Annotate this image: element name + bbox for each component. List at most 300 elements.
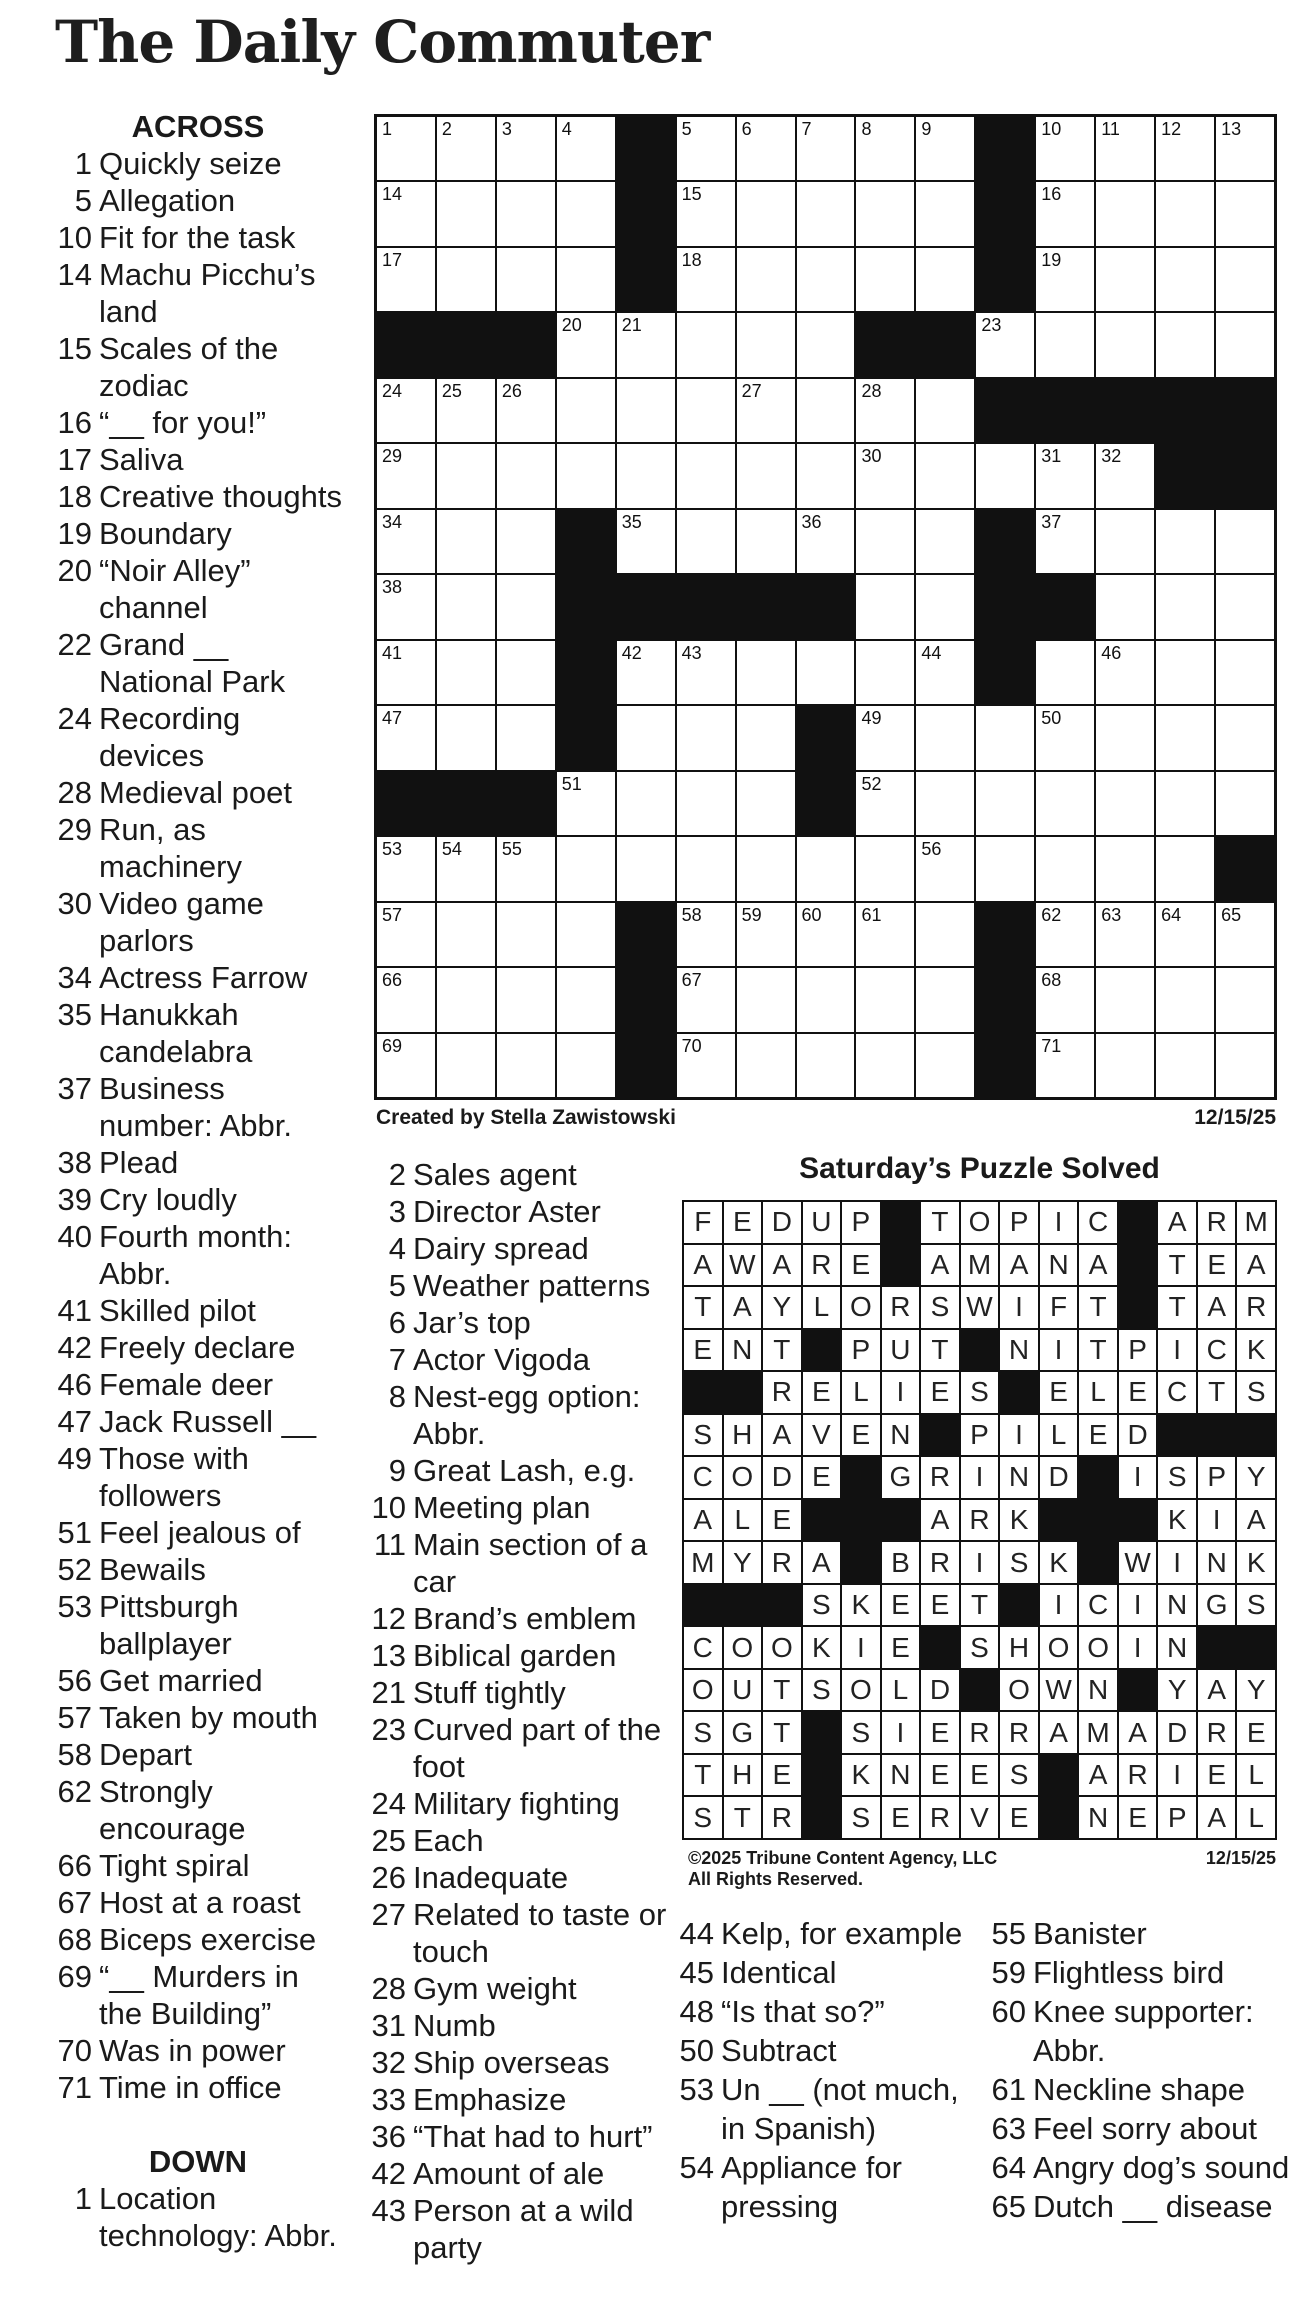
grid-cell[interactable] [497, 182, 555, 245]
grid-cell[interactable] [797, 248, 855, 311]
clue-text: Banister [1033, 1916, 1147, 1951]
clue-item [678, 2148, 978, 2226]
solution-cell: C [684, 1457, 722, 1498]
grid-cell[interactable] [797, 903, 855, 966]
grid-cell[interactable] [1216, 575, 1274, 638]
grid-cell[interactable] [1096, 903, 1154, 966]
grid-cell[interactable] [737, 968, 795, 1031]
grid-cell[interactable] [916, 182, 974, 245]
grid-cell[interactable] [856, 903, 914, 966]
grid-cell[interactable] [976, 444, 1034, 507]
grid-cell[interactable] [797, 117, 855, 180]
solution-black-square [1119, 1287, 1157, 1328]
grid-cell[interactable] [617, 313, 675, 376]
clue-number: 42 [57, 1330, 92, 1365]
solution-cell: R [1119, 1755, 1157, 1796]
clue-item [368, 2081, 668, 2118]
clue-number: 52 [57, 1552, 92, 1587]
grid-cell[interactable] [1096, 248, 1154, 311]
solution-cell: R [961, 1712, 999, 1753]
clue-number: 34 [57, 960, 92, 995]
clue-number: 36 [371, 2119, 406, 2154]
solution-cell: L [1079, 1372, 1117, 1413]
grid-cell[interactable] [557, 248, 615, 311]
grid-cell[interactable] [1216, 968, 1274, 1031]
grid-cell[interactable] [1096, 444, 1154, 507]
solution-cell: E [1040, 1372, 1078, 1413]
solution-cell: S [842, 1797, 880, 1838]
solution-cell: N [1158, 1627, 1196, 1668]
grid-cell[interactable] [557, 968, 615, 1031]
grid-cell[interactable] [497, 837, 555, 900]
clue-text: Main section of a car [413, 1527, 648, 1599]
grid-cell[interactable] [677, 772, 735, 835]
clue-item [52, 219, 344, 256]
clue-text: Great Lash, e.g. [413, 1453, 636, 1488]
grid-cell[interactable] [797, 182, 855, 245]
grid-cell[interactable] [797, 313, 855, 376]
clue-text: Dutch __ disease [1033, 2189, 1273, 2224]
grid-cell[interactable] [1156, 575, 1214, 638]
solution-cell: E [1198, 1755, 1236, 1796]
grid-cell[interactable] [856, 575, 914, 638]
grid-cell[interactable] [856, 641, 914, 704]
grid-cell[interactable] [916, 968, 974, 1031]
solution-cell: E [921, 1585, 959, 1626]
clue-text: Nest-egg option: Abbr. [413, 1379, 641, 1451]
clue-item [52, 996, 344, 1070]
grid-cell[interactable] [377, 706, 435, 769]
clue-number: 66 [57, 1848, 92, 1883]
grid-cell[interactable] [737, 837, 795, 900]
solution-cell: E [763, 1500, 801, 1541]
grid-cell[interactable] [1036, 117, 1094, 180]
black-square [677, 575, 735, 638]
solution-black-square [1079, 1457, 1117, 1498]
grid-cell[interactable] [856, 444, 914, 507]
grid-cell[interactable] [497, 510, 555, 573]
grid-cell[interactable] [497, 117, 555, 180]
grid-cell[interactable] [1216, 182, 1274, 245]
grid-cell[interactable] [976, 772, 1034, 835]
clue-item [368, 1896, 668, 1970]
grid-cell[interactable] [916, 575, 974, 638]
grid-cell[interactable] [437, 248, 495, 311]
grid-cell[interactable] [737, 641, 795, 704]
grid-cell[interactable] [377, 379, 435, 442]
grid-cell[interactable] [797, 837, 855, 900]
grid-cell[interactable] [557, 182, 615, 245]
clue-number: 16 [57, 405, 92, 440]
clue-item [52, 1440, 344, 1514]
grid-cell[interactable] [677, 379, 735, 442]
solution-cell: I [961, 1542, 999, 1583]
clue-number: 9 [388, 1453, 406, 1488]
grid-cell[interactable] [856, 706, 914, 769]
grid-cell[interactable] [557, 903, 615, 966]
clue-text: Recording devices [99, 701, 241, 773]
across-clue-list [52, 145, 344, 2106]
grid-cell[interactable] [797, 968, 855, 1031]
grid-cell[interactable] [856, 1034, 914, 1097]
grid-cell[interactable] [1096, 772, 1154, 835]
grid-cell[interactable] [737, 510, 795, 573]
grid-cell[interactable] [916, 379, 974, 442]
solution-black-square [1079, 1500, 1117, 1541]
solution-cell: S [684, 1797, 722, 1838]
clue-item [52, 515, 344, 552]
clue-item [52, 182, 344, 219]
grid-cell[interactable] [677, 1034, 735, 1097]
solution-cell: T [763, 1712, 801, 1753]
grid-cell[interactable] [617, 706, 675, 769]
grid-cell[interactable] [1096, 575, 1154, 638]
grid-cell[interactable] [916, 772, 974, 835]
grid-cell[interactable] [497, 968, 555, 1031]
grid-cell[interactable] [1156, 706, 1214, 769]
grid-cell[interactable] [677, 641, 735, 704]
grid-cell[interactable] [737, 444, 795, 507]
solution-black-square [684, 1372, 722, 1413]
black-square [976, 968, 1034, 1031]
grid-cell[interactable] [1216, 1034, 1274, 1097]
solution-black-square [1237, 1415, 1275, 1456]
grid-cell[interactable] [1096, 510, 1154, 573]
grid-cell[interactable] [1096, 182, 1154, 245]
grid-cell[interactable] [1096, 837, 1154, 900]
solution-cell: A [1000, 1245, 1038, 1286]
solution-cell: O [842, 1670, 880, 1711]
grid-cell[interactable] [437, 837, 495, 900]
solution-cell: T [1198, 1372, 1236, 1413]
solution-black-square [1040, 1500, 1078, 1541]
grid-cell[interactable] [856, 117, 914, 180]
grid-cell[interactable] [1216, 641, 1274, 704]
grid-cell[interactable] [916, 903, 974, 966]
grid-cell[interactable] [557, 117, 615, 180]
clue-item [368, 1970, 668, 2007]
solution-cell: S [1237, 1585, 1275, 1626]
grid-cell[interactable] [677, 444, 735, 507]
grid-cell[interactable] [377, 1034, 435, 1097]
grid-cell[interactable] [1216, 510, 1274, 573]
grid-cell[interactable] [1156, 837, 1214, 900]
clue-number: 37 [57, 1071, 92, 1106]
grid-cell[interactable] [617, 641, 675, 704]
grid-cell[interactable] [1036, 837, 1094, 900]
solution-cell: T [684, 1287, 722, 1328]
solution-cell: C [684, 1627, 722, 1668]
grid-cell[interactable] [916, 248, 974, 311]
grid-cell[interactable] [916, 117, 974, 180]
grid-cell[interactable] [737, 117, 795, 180]
grid-cell[interactable] [437, 379, 495, 442]
solution-cell: K [1158, 1500, 1196, 1541]
grid-cell[interactable] [737, 1034, 795, 1097]
grid-cell[interactable] [557, 837, 615, 900]
grid-cell[interactable] [916, 1034, 974, 1097]
grid-cell[interactable] [737, 903, 795, 966]
solution-cell: I [882, 1372, 920, 1413]
grid-cell[interactable] [1036, 968, 1094, 1031]
solution-black-square [961, 1670, 999, 1711]
grid-cell[interactable] [856, 510, 914, 573]
clue-number: 1 [74, 2181, 92, 2216]
grid-cell[interactable] [677, 117, 735, 180]
grid-cell[interactable] [1156, 903, 1214, 966]
grid-cell[interactable] [1156, 182, 1214, 245]
grid-cell[interactable] [1036, 641, 1094, 704]
grid-cell[interactable] [976, 313, 1034, 376]
solution-cell: A [921, 1500, 959, 1541]
clue-text: “That had to hurt” [413, 2119, 653, 2154]
clue-number: 41 [57, 1293, 92, 1328]
solution-cell: A [1040, 1712, 1078, 1753]
clue-number: 24 [57, 701, 92, 736]
grid-cell[interactable] [377, 641, 435, 704]
grid-cell[interactable] [797, 641, 855, 704]
grid-cell[interactable] [437, 444, 495, 507]
grid-cell[interactable] [377, 248, 435, 311]
grid-cell[interactable] [1036, 444, 1094, 507]
grid-cell[interactable] [377, 510, 435, 573]
grid-cell[interactable] [856, 182, 914, 245]
grid-cell[interactable] [856, 968, 914, 1031]
grid-cell[interactable] [497, 1034, 555, 1097]
grid-cell[interactable] [737, 182, 795, 245]
solution-cell: R [882, 1287, 920, 1328]
grid-cell[interactable] [557, 444, 615, 507]
grid-cell[interactable] [437, 510, 495, 573]
clue-text: Female deer [99, 1367, 274, 1402]
grid-cell[interactable] [677, 903, 735, 966]
grid-cell[interactable] [437, 1034, 495, 1097]
solution-cell: A [1198, 1797, 1236, 1838]
cell-number: 9 [921, 119, 932, 139]
solution-cell: G [882, 1457, 920, 1498]
grid-cell[interactable] [1216, 772, 1274, 835]
clue-text: Actress Farrow [99, 960, 308, 995]
grid-cell[interactable] [677, 837, 735, 900]
grid-cell[interactable] [1036, 706, 1094, 769]
grid-cell[interactable] [976, 706, 1034, 769]
clue-item [678, 1992, 978, 2031]
solution-cell: R [921, 1457, 959, 1498]
clue-number: 43 [371, 2193, 406, 2228]
clue-item [52, 2180, 344, 2254]
clue-number: 49 [57, 1441, 92, 1476]
grid-cell[interactable] [1036, 182, 1094, 245]
solution-cell: E [803, 1372, 841, 1413]
clue-text: Fit for the task [99, 220, 296, 255]
grid-cell[interactable] [797, 510, 855, 573]
grid-cell[interactable] [377, 182, 435, 245]
grid-cell[interactable] [617, 379, 675, 442]
clue-item [990, 1953, 1290, 1992]
grid-cell[interactable] [1216, 706, 1274, 769]
clue-number: 55 [991, 1916, 1026, 1951]
cell-number: 62 [1041, 904, 1062, 925]
grid-cell[interactable] [557, 772, 615, 835]
solution-black-square [1119, 1202, 1157, 1243]
grid-cell[interactable] [1156, 772, 1214, 835]
grid-cell[interactable] [856, 772, 914, 835]
grid-cell[interactable] [797, 1034, 855, 1097]
solution-cell: L [1237, 1797, 1275, 1838]
clue-text: Ship overseas [413, 2045, 610, 2080]
grid-cell[interactable] [1036, 772, 1094, 835]
grid-cell[interactable] [856, 379, 914, 442]
grid-cell[interactable] [737, 772, 795, 835]
solution-cell: H [724, 1755, 762, 1796]
grid-cell[interactable] [617, 772, 675, 835]
grid-cell[interactable] [1216, 313, 1274, 376]
solution-cell: O [1040, 1627, 1078, 1668]
grid-cell[interactable] [377, 575, 435, 638]
clue-item [52, 1773, 344, 1847]
grid-cell[interactable] [377, 968, 435, 1031]
grid-cell[interactable] [797, 379, 855, 442]
grid-cell[interactable] [1036, 903, 1094, 966]
grid-cell[interactable] [1156, 968, 1214, 1031]
grid-cell[interactable] [976, 837, 1034, 900]
solution-cell: M [1237, 1202, 1275, 1243]
grid-cell[interactable] [377, 117, 435, 180]
grid-cell[interactable] [437, 903, 495, 966]
clue-number: 31 [371, 2008, 406, 2043]
grid-cell[interactable] [856, 837, 914, 900]
clue-text: Flightless bird [1033, 1955, 1225, 1990]
grid-cell[interactable] [617, 837, 675, 900]
grid-cell[interactable] [737, 248, 795, 311]
grid-cell[interactable] [1096, 117, 1154, 180]
solution-cell: E [921, 1755, 959, 1796]
grid-cell[interactable] [437, 575, 495, 638]
solution-cell: M [961, 1245, 999, 1286]
byline: Created by Stella Zawistowski [376, 1106, 676, 1129]
grid-cell[interactable] [1036, 510, 1094, 573]
grid-cell[interactable] [1096, 706, 1154, 769]
grid-cell[interactable] [1156, 248, 1214, 311]
grid-cell[interactable] [377, 444, 435, 507]
grid-cell[interactable] [1216, 117, 1274, 180]
solution-cell: G [1198, 1585, 1236, 1626]
grid-cell[interactable] [916, 510, 974, 573]
grid-cell[interactable] [377, 837, 435, 900]
grid-cell[interactable] [437, 182, 495, 245]
grid-cell[interactable] [497, 379, 555, 442]
solution-cell: T [1158, 1245, 1196, 1286]
grid-cell[interactable] [377, 903, 435, 966]
grid-cell[interactable] [557, 1034, 615, 1097]
grid-cell[interactable] [1216, 248, 1274, 311]
copyright-line-2: All Rights Reserved. [688, 1869, 864, 1889]
grid-cell[interactable] [497, 444, 555, 507]
grid-cell[interactable] [916, 641, 974, 704]
black-square [377, 313, 435, 376]
clue-item [52, 885, 344, 959]
grid-cell[interactable] [1096, 313, 1154, 376]
grid-cell[interactable] [1156, 117, 1214, 180]
cell-number: 2 [441, 119, 452, 139]
grid-cell[interactable] [617, 510, 675, 573]
grid-cell[interactable] [1156, 641, 1214, 704]
grid-cell[interactable] [737, 379, 795, 442]
grid-cell[interactable] [497, 248, 555, 311]
cell-number: 19 [1041, 249, 1062, 270]
clue-number: 14 [57, 257, 92, 292]
grid-cell[interactable] [916, 706, 974, 769]
solution-cell: Y [1237, 1457, 1275, 1498]
grid-cell[interactable] [1216, 903, 1274, 966]
black-square [1036, 575, 1094, 638]
grid-cell[interactable] [617, 444, 675, 507]
grid-cell[interactable] [677, 510, 735, 573]
grid-cell[interactable] [437, 117, 495, 180]
grid-cell[interactable] [1156, 1034, 1214, 1097]
solution-grid [682, 1200, 1277, 1840]
solution-cell: E [921, 1712, 959, 1753]
cell-number: 64 [1161, 904, 1182, 925]
solution-cell: Y [1237, 1670, 1275, 1711]
grid-cell[interactable] [1036, 313, 1094, 376]
solution-cell: T [1079, 1287, 1117, 1328]
grid-cell[interactable] [1156, 313, 1214, 376]
grid-cell[interactable] [677, 248, 735, 311]
grid-cell[interactable] [677, 182, 735, 245]
solution-cell: O [763, 1627, 801, 1668]
grid-cell[interactable] [916, 444, 974, 507]
grid-cell[interactable] [557, 379, 615, 442]
grid-cell[interactable] [557, 313, 615, 376]
clue-text: Amount of ale [413, 2156, 605, 2191]
grid-cell[interactable] [437, 968, 495, 1031]
grid-cell[interactable] [677, 313, 735, 376]
clue-item [52, 1921, 344, 1958]
grid-cell[interactable] [1036, 248, 1094, 311]
grid-cell[interactable] [677, 968, 735, 1031]
grid-cell[interactable] [497, 641, 555, 704]
grid-cell[interactable] [497, 706, 555, 769]
grid-cell[interactable] [1096, 968, 1154, 1031]
grid-cell[interactable] [737, 313, 795, 376]
solution-cell: R [763, 1797, 801, 1838]
cell-number: 68 [1041, 970, 1062, 991]
cell-number: 60 [801, 904, 822, 925]
black-square [617, 968, 675, 1031]
grid-cell[interactable] [1096, 1034, 1154, 1097]
clue-number: 42 [371, 2156, 406, 2191]
grid-cell[interactable] [1156, 510, 1214, 573]
grid-cell[interactable] [437, 641, 495, 704]
cell-number: 17 [382, 249, 403, 270]
grid-cell[interactable] [497, 903, 555, 966]
solution-cell: R [763, 1542, 801, 1583]
grid-cell[interactable] [1096, 641, 1154, 704]
grid-cell[interactable] [737, 706, 795, 769]
grid-cell[interactable] [1036, 1034, 1094, 1097]
grid-cell[interactable] [497, 575, 555, 638]
clue-number: 10 [371, 1490, 406, 1525]
grid-cell[interactable] [797, 444, 855, 507]
grid-cell[interactable] [437, 706, 495, 769]
grid-cell[interactable] [856, 248, 914, 311]
cell-number: 52 [861, 773, 882, 794]
cell-number: 3 [501, 119, 512, 139]
grid-cell[interactable] [677, 706, 735, 769]
grid-cell[interactable] [916, 837, 974, 900]
clue-text: Stuff tightly [413, 1675, 566, 1710]
